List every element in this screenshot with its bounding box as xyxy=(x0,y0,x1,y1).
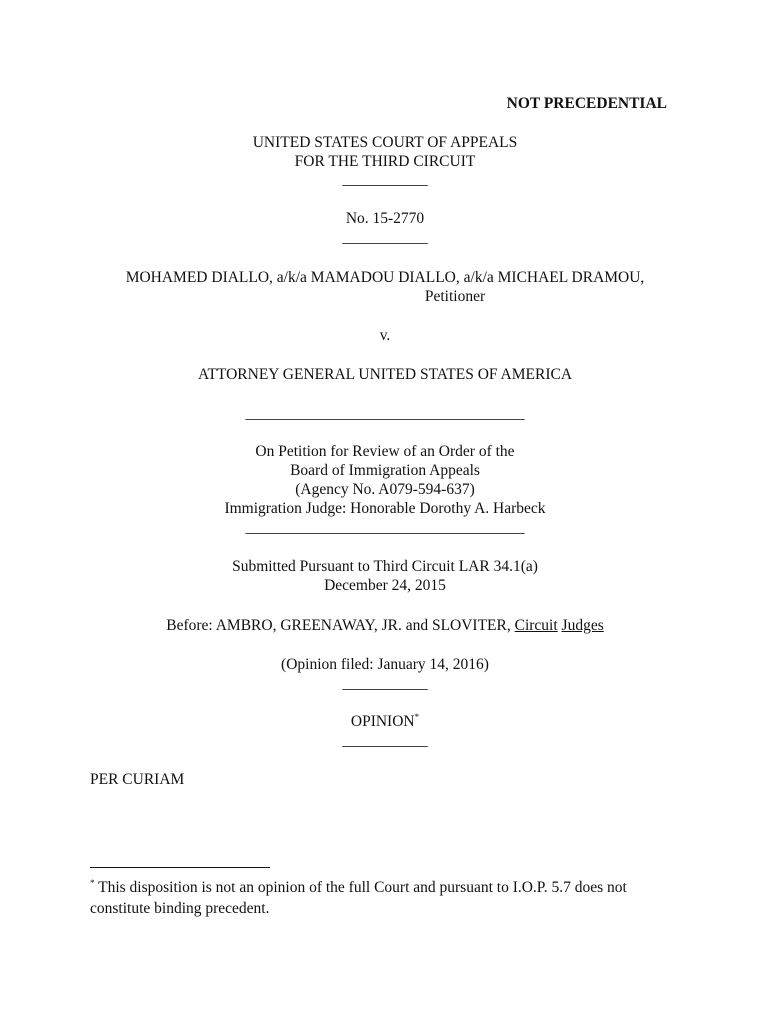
versus: v. xyxy=(379,327,391,344)
panel-judges xyxy=(0,616,770,635)
footnote xyxy=(90,877,680,919)
circuit-word: Circuit xyxy=(514,617,558,634)
footnote-text: This disposition is not an opinion of the full Court and pursuant to I.O.P. 5.7 does not constitute binding precedent. xyxy=(90,879,627,917)
petitioner-role: Petitioner xyxy=(424,288,486,305)
not-precedential-label: NOT PRECEDENTIAL xyxy=(506,95,667,112)
agency-number: (Agency No. A079-594-637) xyxy=(295,481,475,498)
separator-2: ___________ xyxy=(342,229,428,246)
separator-1: ___________ xyxy=(342,171,428,188)
opinion-filed-date: (Opinion filed: January 14, 2016) xyxy=(281,656,489,673)
opinion-title xyxy=(0,712,770,731)
separator-6: ___________ xyxy=(342,732,428,749)
court-name-line1: UNITED STATES COURT OF APPEALS xyxy=(252,134,518,151)
footnote-reference: * xyxy=(414,711,420,722)
case-number: No. 15-2770 xyxy=(345,210,425,227)
footnote-marker: * xyxy=(90,877,95,888)
judges-word: Judges xyxy=(561,617,604,634)
immigration-judge: Immigration Judge: Honorable Dorothy A. Harbeck xyxy=(224,500,546,517)
panel-before-text: Before: AMBRO, GREENAWAY, JR. and SLOVITER, xyxy=(166,617,515,634)
separator-3: ____________________________________ xyxy=(245,405,525,422)
submission-date: December 24, 2015 xyxy=(324,577,446,594)
petitioner-names: MOHAMED DIALLO, a/k/a MAMADOU DIALLO, a/k/a MICHAEL DRAMOU, xyxy=(125,269,645,286)
opinion-title-text: OPINION xyxy=(350,713,415,730)
review-line2: Board of Immigration Appeals xyxy=(290,462,480,479)
respondent-name: ATTORNEY GENERAL UNITED STATES OF AMERICA xyxy=(197,366,573,383)
review-line1: On Petition for Review of an Order of the xyxy=(255,443,515,460)
submission-line: Submitted Pursuant to Third Circuit LAR 34.1(a) xyxy=(232,558,538,575)
per-curiam: PER CURIAM xyxy=(90,771,185,788)
separator-4: ____________________________________ xyxy=(245,519,525,536)
footnote-rule xyxy=(90,867,270,868)
court-name-line2: FOR THE THIRD CIRCUIT xyxy=(294,153,476,170)
separator-5: ___________ xyxy=(342,675,428,692)
